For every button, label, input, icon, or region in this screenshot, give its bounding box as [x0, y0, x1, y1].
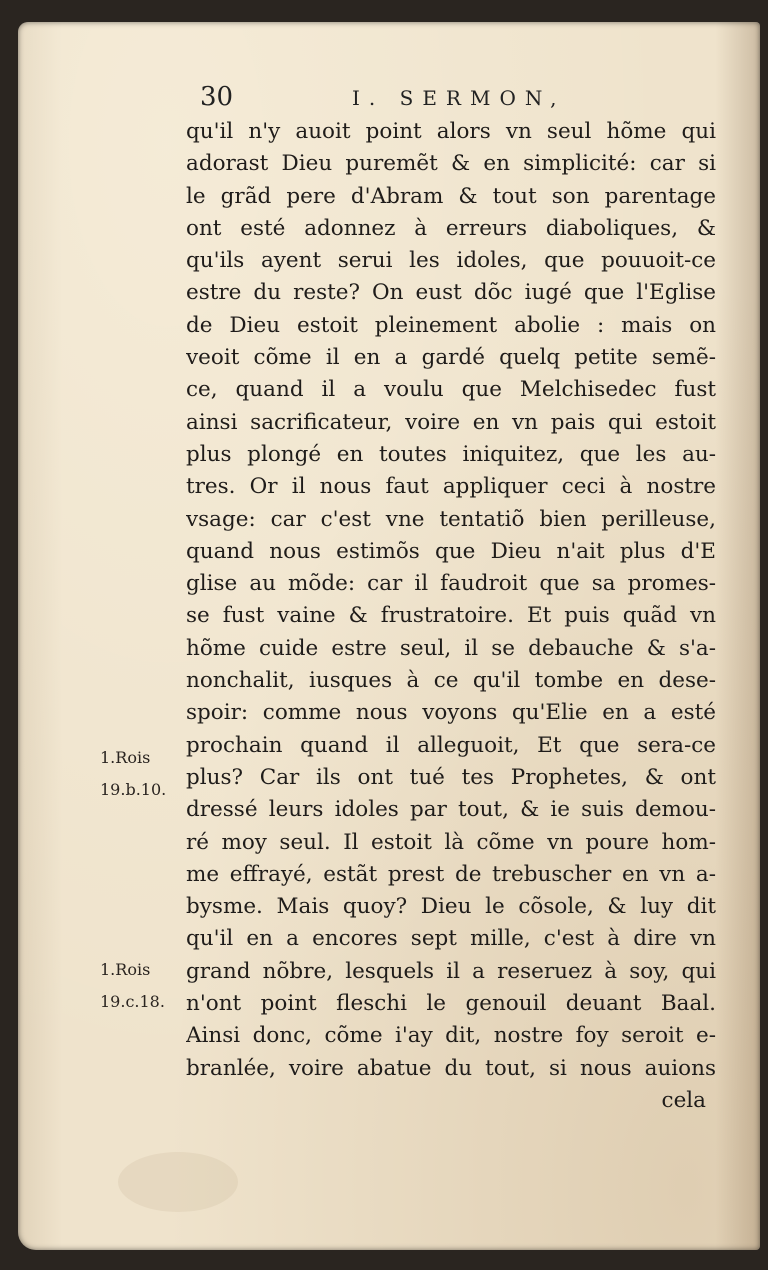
text-line: se fust vaine & frustratoire. Et puis quãd vn: [186, 603, 716, 629]
text-line: quand nous estimõs que Dieu n'ait plus d'E: [186, 538, 716, 564]
margin-note-reference: [100, 954, 184, 1018]
text-line: nonchalit, iusques à ce qu'il tombe en dese-: [186, 668, 716, 694]
text-line: n'ont point fleschi le genouil deuant Baal.: [186, 991, 716, 1017]
margin-note-verse: 19.c.18.: [100, 992, 165, 1011]
text-line: tres. Or il nous faut appliquer ceci à nostre: [186, 474, 716, 500]
page-number: 30: [200, 82, 234, 112]
paper-stain: [118, 1152, 238, 1212]
margin-note-book: 1.Rois: [100, 748, 151, 767]
text-line: veoit cõme il en a gardé quelq petite semẽ-: [186, 345, 716, 371]
text-line: Ainsi donc, cõme i'ay dit, nostre foy seroit e-: [186, 1023, 716, 1049]
text-line: estre du reste? On eust dõc iugé que l'Eglise: [186, 280, 716, 306]
margin-note-book: 1.Rois: [100, 960, 151, 979]
text-line: dressé leurs idoles par tout, & ie suis demou-: [186, 797, 716, 823]
text-line: hõme cuide estre seul, il se debauche & s'a-: [186, 635, 716, 661]
margin-note-reference: [100, 742, 184, 806]
text-line: ainsi sacrificateur, voire en vn pais qui estoit: [186, 409, 716, 435]
text-line: plus plongé en toutes iniquitez, que les au-: [186, 441, 716, 467]
text-line: me effrayé, estãt prest de trebuscher en vn a-: [186, 861, 716, 887]
text-line: qu'ils ayent serui les idoles, que pouuoit-ce: [186, 248, 716, 274]
text-line: spoir: comme nous voyons qu'Elie en a esté: [186, 700, 716, 726]
text-line: glise au mõde: car il faudroit que sa promes-: [186, 571, 716, 597]
text-line: plus? Car ils ont tué tes Prophetes, & ont: [186, 764, 716, 790]
catchword: cela: [661, 1087, 706, 1113]
text-line: le grãd pere d'Abram & tout son parentage: [186, 183, 716, 209]
page-header: [196, 82, 716, 116]
text-line: qu'il n'y auoit point alors vn seul hõme qui: [186, 119, 716, 144]
text-line: de Dieu estoit pleinement abolie : mais on: [186, 312, 716, 338]
text-line: ce, quand il a voulu que Melchisedec fust: [186, 377, 716, 403]
sermon-text: [186, 116, 716, 1117]
text-line: grand nõbre, lesquels il a reseruez à soy, qui: [186, 958, 716, 984]
text-line: bysme. Mais quoy? Dieu le cõsole, & luy dit: [186, 894, 716, 920]
text-line: vsage: car c'est vne tentatiõ bien perilleuse,: [186, 506, 716, 532]
text-line: ont esté adonnez à erreurs diaboliques, &: [186, 215, 716, 241]
margin-note-verse: 19.b.10.: [100, 780, 167, 799]
text-line: prochain quand il alleguoit, Et que sera-ce: [186, 732, 716, 758]
running-title: I. SERMON,: [352, 86, 566, 110]
text-line: adorast Dieu puremẽt & en simplicité: car si: [186, 151, 716, 177]
text-line: ré moy seul. Il estoit là cõme vn poure hom-: [186, 829, 716, 855]
text-line: branlée, voire abatue du tout, si nous auions: [186, 1055, 716, 1081]
text-line: qu'il en a encores sept mille, c'est à dire vn: [186, 926, 716, 952]
